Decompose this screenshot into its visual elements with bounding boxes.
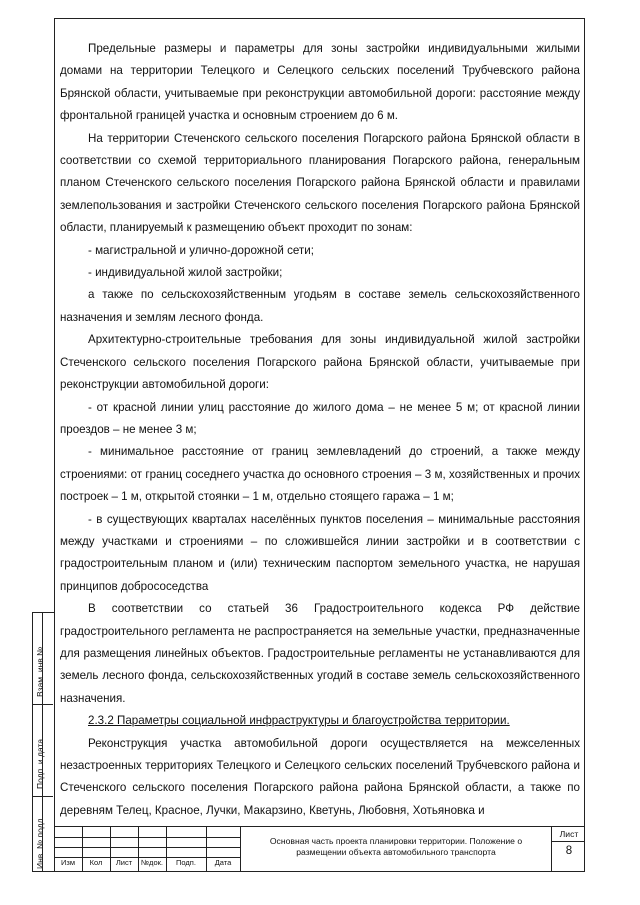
col-kol: Кол bbox=[89, 858, 103, 867]
col-list: Лист bbox=[115, 858, 133, 867]
col-podp: Подп. bbox=[176, 858, 196, 867]
side-label-vzam: Взам. инв.№ bbox=[35, 646, 45, 697]
document-title: Основная часть проекта планировки территории. Положение о размещении объекта автомобильного транспорта bbox=[269, 836, 523, 857]
side-stamp-column bbox=[42, 612, 54, 872]
paragraph: Реконструкция участка автомобильной дороги осуществляется на межселенных незастроенных территориях Телецкого и Селецкого сельских поселений Трубчевского района и Стеченского сельского поселения Погарского района района Брянской области, а также по деревням Телец, Красное, Лучки, Макарзино, Кветунь, Любовня, Хотьяновка и bbox=[60, 736, 580, 817]
paragraph: - от красной линии улиц расстояние до жилого дома – не менее 5 м; от красной линии проездов – не менее 3 м; bbox=[60, 400, 580, 436]
col-ndok: №док. bbox=[141, 858, 163, 867]
paragraph: На территории Стеченского сельского поселения Погарского района Брянской области в соответствии со схемой территориального планирования Погарского района, генеральным планом Стеченского сельского поселения Погарского района Брянской области и правилами землепользования и застройки Стеченского сельского поселения Погарского района Брянской области, планируемый к размещению объект проходит по зонам: bbox=[60, 131, 580, 235]
paragraph: а также по сельскохозяйственным угодьям в составе земель сельскохозяйственного назначения и землям лесного фонда. bbox=[60, 288, 580, 324]
title-block bbox=[54, 826, 585, 872]
paragraph: - минимальное расстояние от границ землевладений до строений, а также между строениями: от границ соседнего участка до основного строения – 3 м, хозяйственных и прочих построек – 1 м, открытой стоянки – 1 м, отдельно стоящего гаража – 1 м; bbox=[60, 445, 580, 504]
col-izm: Изм bbox=[61, 858, 75, 867]
paragraph: Предельные размеры и параметры для зоны застройки индивидуальными жилыми домами на территории Телецкого и Селецкого сельских поселений Трубчевского района Брянской области, учитываемые при реконструкции автомобильной дороги: расстояние между фронтальной границей участка и основным строением до 6 м. bbox=[60, 42, 580, 123]
side-label-podp: Подп. и дата bbox=[35, 738, 45, 789]
sheet-label: Лист bbox=[559, 829, 579, 839]
paragraph: Архитектурно-строительные требования для зоны индивидуальной жилой застройки Стеченского сельского поселения Погарского района Брянской области, учитываемые при реконструкции автомобильной дороги: bbox=[60, 333, 580, 392]
paragraph: - в существующих кварталах населённых пунктов поселения – минимальные расстояния между участками и строениями – по сложившейся линии застройки и в соответствии с градостроительным планом и (или) техническим паспортом земельного участка, не нарушая принципов добрососедства bbox=[60, 512, 580, 593]
paragraph: В соответствии со статьей 36 Градостроительного кодекса РФ действие градостроительного регламента не распространяется на земельные участки, предназначенные для размещения линейных объектов. Градостроительные регламенты не устанавливаются для земель лесного фонда, сельскохозяйственных угодий в составе земель сельскохозяйственного назначения. bbox=[60, 602, 580, 705]
body-text bbox=[60, 38, 580, 822]
sheet-number: 8 bbox=[565, 845, 573, 857]
side-label-inv: Инв. № подл. bbox=[35, 816, 45, 869]
col-data: Дата bbox=[214, 858, 232, 867]
paragraph: - магистральной и улично-дорожной сети; bbox=[88, 243, 314, 257]
paragraph: - индивидуальной жилой застройки; bbox=[88, 266, 283, 280]
section-heading: 2.3.2 Параметры социальной инфраструктуры и благоустройства территории. bbox=[88, 714, 510, 728]
